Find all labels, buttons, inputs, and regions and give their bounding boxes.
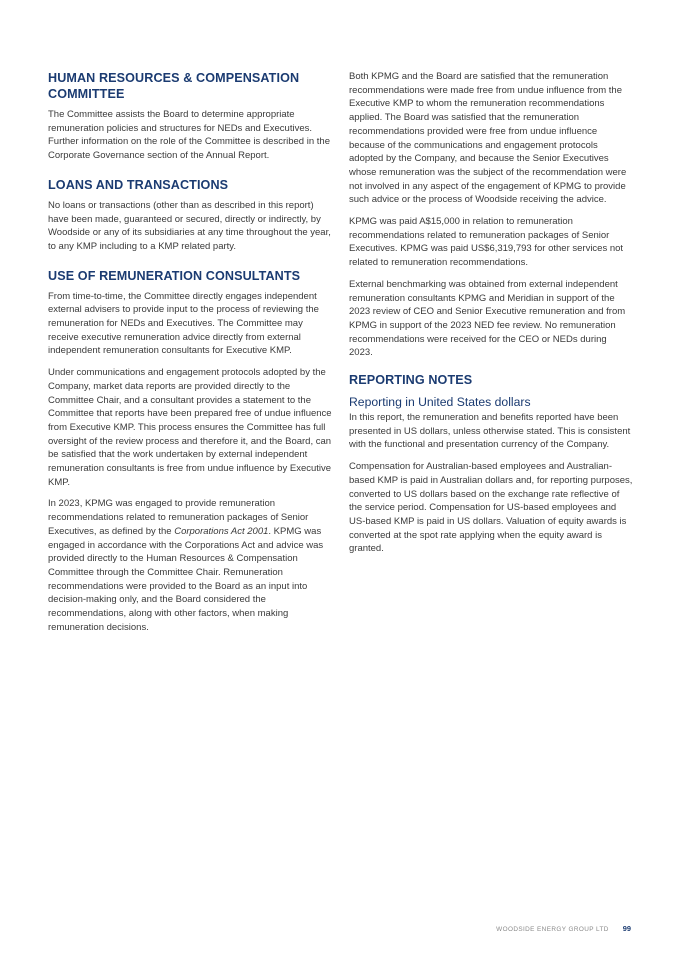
consultants-paragraph-1: From time-to-time, the Committee directly engages independent external advisers to provide input to the process of reviewing the remuneration for NEDs and Executives. The Committee may receive executive remuneration advice directly from external independent remuneration consultants for Executive KMP. bbox=[48, 290, 319, 357]
kpmg-independence-paragraph: Both KPMG and the Board are satisfied that the remuneration recommendations were made free from undue influence from the Executive KMP to whom the remuneration recommendations applied. The Board was satisfied that the remuneration recommendations provided were free from undue influence because of the communications and engagement protocols adopted by the Company, and because the Senior Executives whose remuneration was the subject of the recommendation were not involved in any aspect of the engagement of KPMG to provide such advice or the process of Woodside receiving the advice. bbox=[349, 71, 627, 206]
page-footer bbox=[496, 924, 631, 933]
left-column bbox=[48, 70, 332, 643]
reporting-notes-section bbox=[349, 372, 633, 556]
footer-company-name: WOODSIDE ENERGY GROUP LTD bbox=[496, 926, 609, 933]
usd-subheading: Reporting in United States dollars bbox=[349, 395, 531, 410]
loans-paragraph: No loans or transactions (other than as described in this report) have been made, guaranteed or secured, directly or indirectly, by Woodside or any of its subsidiaries at any time throughout the year, to any KMP including to a KMP related party. bbox=[48, 199, 331, 252]
hr-committee-section bbox=[48, 70, 332, 163]
consultants-paragraph-3 bbox=[48, 497, 332, 634]
right-column bbox=[349, 70, 633, 564]
consultants-paragraph-3-part-b: . KPMG was engaged in accordance with the Corporations Act and advice was provided directly to the Human Resources & Compensation Committee through the Committee Chair. Remuneration recommendations were provided to the Board as an input into decision-making only, and the Board considered the recommendations, along with other factors, when making remuneration decisions. bbox=[48, 525, 324, 633]
hr-committee-paragraph: The Committee assists the Board to determine appropriate remuneration policies and structures for NEDs and Executives. Further information on the role of the Committee is described in the Corporate Governance section of the Annual Report. bbox=[48, 109, 330, 162]
consultants-heading: USE OF REMUNERATION CONSULTANTS bbox=[48, 268, 301, 283]
benchmarking-paragraph: External benchmarking was obtained from external independent remuneration consultants KPMG and Meridian in support of the 2023 review of CEO and Senior Executive remuneration and from KPMG in support of the 2023 NED fee review. No remuneration recommendations were received for the CEO or NEDs during 2023. bbox=[349, 278, 626, 359]
loans-section bbox=[48, 177, 332, 254]
page-number: 99 bbox=[622, 924, 631, 933]
corporations-act-citation: Corporations Act 2001 bbox=[174, 525, 269, 537]
consultants-paragraph-2: Under communications and engagement protocols adopted by the Company, market data reports are provided directly to the Committee Chair, and a consultant provides a statement to the Committee that reports have been prepared free of undue influence from Executive KMP. This process ensures the Committee has full oversight of the review process and therefore it, and the Board, can be satisfied that the work undertaken by external independent remuneration consultants is free from undue influence by Executive KMP. bbox=[48, 367, 332, 488]
consultants-paragraph-3-part-a: In 2023, KPMG was engaged to provide remuneration recommendations related to remuneration packages of Senior Executives, as defined by the bbox=[48, 498, 309, 537]
usd-paragraph-1: In this report, the remuneration and benefits reported have been presented in US dollars, unless otherwise stated. This is consistent with the functional and presentation currency of the Company. bbox=[349, 412, 631, 451]
usd-paragraph-2: Compensation for Australian-based employees and Australian-based KMP is paid in Australian dollars and, for reporting purposes, converted to US dollars based on the exchange rate reflective of the service period. Compensation for US-based employees and US-based KMP is paid in US dollars. Valuation of equity awards is converted at the spot rate applying when the equity award is granted. bbox=[349, 461, 633, 555]
hr-committee-heading: HUMAN RESOURCES & COMPENSATION COMMITTEE bbox=[48, 71, 300, 101]
kpmg-fees-paragraph: KPMG was paid A$15,000 in relation to remuneration recommendations related to remuneration packages of Senior Executives. KPMG was paid US$6,319,793 for other services not related to remuneration recommendations. bbox=[349, 216, 624, 269]
reporting-notes-heading: REPORTING NOTES bbox=[349, 373, 473, 388]
loans-heading: LOANS AND TRANSACTIONS bbox=[48, 177, 229, 192]
consultants-section bbox=[48, 268, 332, 635]
